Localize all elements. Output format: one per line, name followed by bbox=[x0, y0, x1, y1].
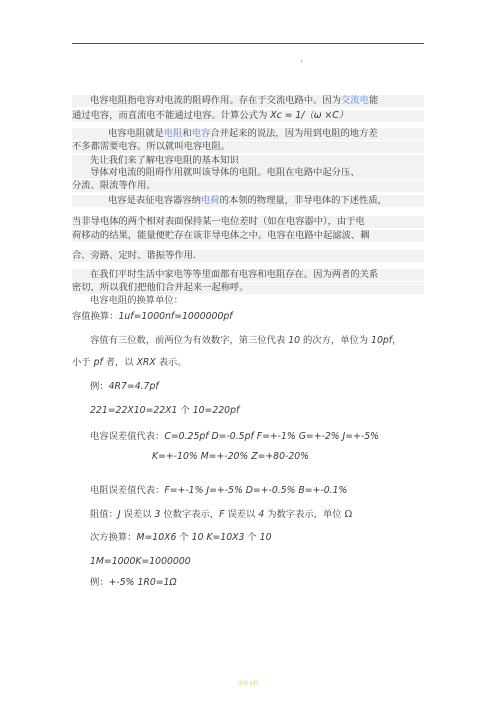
res-power-value: 10 bbox=[256, 532, 272, 543]
res-power bbox=[72, 532, 424, 544]
para5-line3: 电容电阻的换算单位： bbox=[90, 295, 183, 306]
para2-text: 合并起来的说法，因为用到电阻的地方差 bbox=[210, 128, 378, 139]
para2-line1 bbox=[72, 128, 424, 140]
para3-line2: 导体对电流的阻碍作用就叫该导体的电阻。电阻在电路中起分压、 bbox=[72, 167, 424, 179]
para1-text: 通过电容，而直流电不能通过电容。计算公式为 bbox=[72, 110, 271, 121]
res-num: 3 bbox=[154, 509, 161, 520]
para4-line2: 当非导电体的两个相对表面保持某一电位差时（如在电容器中），由于电 bbox=[72, 216, 424, 228]
para4-text: 电容是表征电容器容纳 bbox=[108, 195, 201, 206]
cap-tolerance-label: 电容误差值代表： bbox=[90, 431, 165, 442]
cap-desc-text: 容值有三位数，前两位为有效数字，第三位代表 bbox=[90, 335, 289, 346]
res-text: 为数字表示，单位 Ω bbox=[264, 509, 353, 520]
para1-text: 能 bbox=[368, 95, 379, 106]
para1-line1 bbox=[72, 95, 424, 107]
cap-desc-text: 者，以 bbox=[102, 357, 137, 368]
link-ac-current[interactable]: 交流电 bbox=[341, 95, 369, 106]
res-power-value: M=10X6 bbox=[136, 532, 180, 543]
cap-conversion-value: 1uf=1000nf=1000000pf bbox=[118, 311, 233, 322]
cap-desc-unit: 10pf bbox=[371, 335, 393, 346]
link-resistor[interactable]: 电阻 bbox=[163, 128, 183, 139]
res-tolerance-values: F=+-1% J=+-5% D=+-0.5% B=+-0.1% bbox=[164, 485, 348, 496]
cap-desc-line1 bbox=[72, 335, 424, 347]
res-text: 个 bbox=[247, 532, 257, 543]
para5-line2: 密切，所以我们把他们合并起来一起称呼。 bbox=[72, 282, 424, 294]
res-tolerance bbox=[72, 485, 424, 497]
res-tolerance-label: 电阻误差值代表： bbox=[90, 485, 165, 496]
cap-tolerance-values: C=0.25pf D=-0.5pf F=+-1% G=+-2% J=+-5% bbox=[164, 431, 379, 442]
example-value: 10=220pf bbox=[189, 405, 240, 416]
res-text: 个 bbox=[179, 532, 189, 543]
res-text: 位数字表示， bbox=[160, 509, 220, 520]
cap-desc-line2 bbox=[72, 357, 424, 369]
para4-line4: 合、旁路、定时、谐振等作用. bbox=[72, 250, 424, 262]
example-text: 个 bbox=[180, 405, 190, 416]
para4-line3: 荷移动的结果，能量便贮存在该非导电体之中。电容在电路中起滤波、耦 bbox=[72, 230, 424, 242]
cap-desc-text: 表示。 bbox=[155, 357, 187, 368]
res-num: 4 bbox=[258, 509, 265, 520]
footer-text: 实用文档 bbox=[237, 681, 258, 687]
res-text: 阻值： bbox=[90, 509, 118, 520]
cap-example2 bbox=[72, 405, 424, 417]
header-rule bbox=[72, 43, 424, 44]
cap-conversion bbox=[72, 311, 424, 323]
res-text: 误差以 bbox=[224, 509, 259, 520]
cap-tolerance-line1 bbox=[72, 431, 424, 443]
para1-text: 电容电阻指电容对电流的阻碍作用。存在于交流电路中。因为 bbox=[90, 95, 342, 106]
cap-conversion-label: 容值换算： bbox=[72, 311, 119, 322]
cap-example1 bbox=[72, 381, 424, 393]
para1-line2 bbox=[72, 110, 424, 122]
para2-text: 电容电阻就是 bbox=[108, 128, 164, 139]
example-label: 例： bbox=[90, 381, 109, 392]
res-power-label: 次方换算： bbox=[90, 532, 137, 543]
para4-line1 bbox=[72, 195, 424, 207]
para2-text: 和 bbox=[182, 128, 192, 139]
cap-desc-num: 10 bbox=[288, 335, 301, 346]
para5-line1: 在我们平时生活中家电等等里面都有电容和电阻存在。因为两者的关系 bbox=[72, 269, 424, 281]
header-mark: 1 bbox=[300, 59, 304, 65]
res-power-line2: 1M=1000K=1000000 bbox=[90, 556, 191, 567]
example-value: 221=22X10=22X1 bbox=[90, 405, 181, 416]
cap-tolerance-line2: K=+-10% M=+-20% Z=+80-20% bbox=[152, 451, 310, 462]
example-label: 例： bbox=[90, 577, 109, 588]
para2-line2: 不多都需要电容。所以就叫电容电阻。 bbox=[72, 141, 424, 153]
para3-line1: 先让我们来了解电容电阻的基本知识 bbox=[72, 155, 424, 167]
cap-desc-text: 的次方，单位为 bbox=[300, 335, 372, 346]
example-value: 4R7=4.7pf bbox=[108, 381, 159, 392]
cap-desc-text: ， bbox=[392, 335, 402, 346]
cap-desc-code: XRX bbox=[136, 357, 156, 368]
para4-text: 的本领的物理量，非导电体的下述性质， bbox=[219, 195, 387, 206]
link-capacitor[interactable]: 电容 bbox=[191, 128, 211, 139]
cap-desc-text: 小于 bbox=[72, 357, 94, 368]
cap-desc-unit: pf bbox=[93, 357, 103, 368]
link-charge[interactable]: 电荷 bbox=[200, 195, 220, 206]
res-text: 误差以 bbox=[120, 509, 155, 520]
res-code: J bbox=[117, 509, 121, 520]
res-power-value: 10 K=10X3 bbox=[188, 532, 248, 543]
para3-line3: 分流、限流等作用。 bbox=[72, 180, 424, 192]
res-example bbox=[72, 577, 424, 589]
formula: Xc = 1/（ω ×C） bbox=[270, 110, 349, 121]
example-value: +-5% 1R0=1Ω bbox=[108, 577, 177, 588]
res-code: F bbox=[219, 509, 225, 520]
res-value-desc bbox=[72, 509, 424, 521]
